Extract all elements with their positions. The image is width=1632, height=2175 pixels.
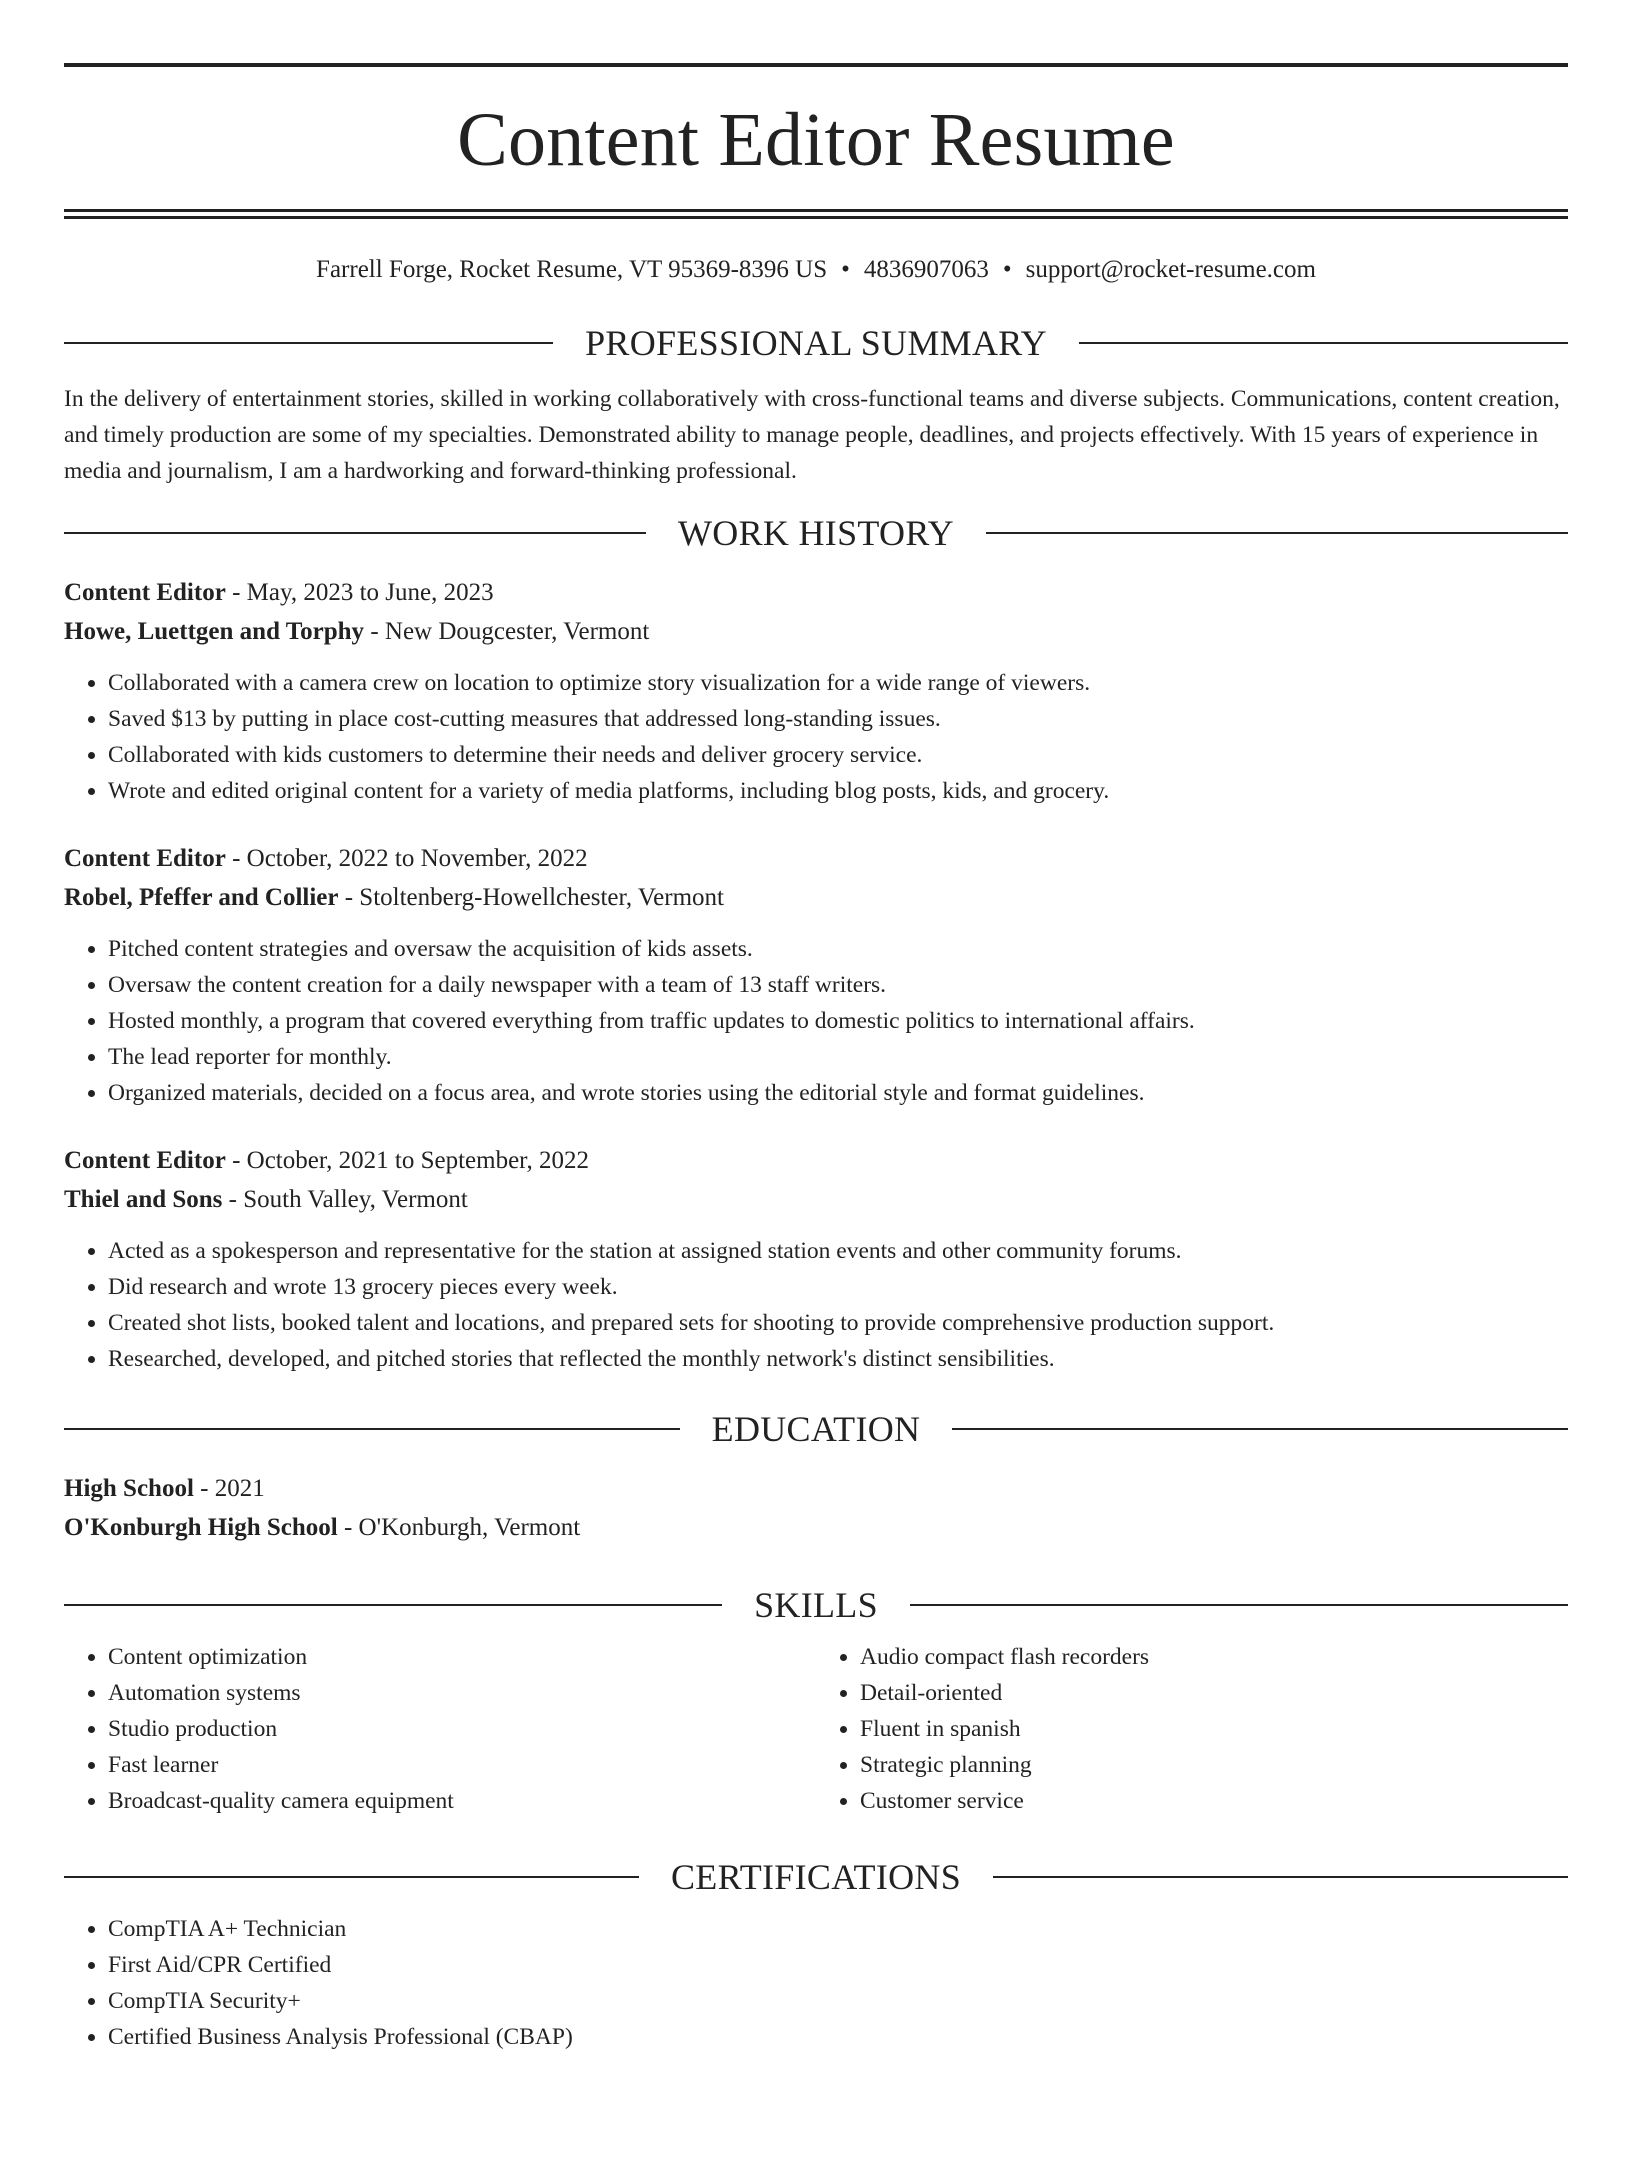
job-location: - South Valley, Vermont xyxy=(222,1186,468,1213)
skills-section-header xyxy=(64,1587,1568,1623)
list-item: • Oversaw the content creation for a daily newspaper with a team of 13 staff writers. xyxy=(108,967,1568,1003)
list-item: • Customer service xyxy=(860,1783,1568,1819)
list-item: • Fast learner xyxy=(108,1747,816,1783)
work-section-header xyxy=(64,515,1568,551)
job-bullets xyxy=(64,931,1568,1111)
job-dates: - October, 2022 to November, 2022 xyxy=(225,845,588,872)
list-item: • Hosted monthly, a program that covered everything from traffic updates to domestic politics to international affairs. xyxy=(108,1003,1568,1039)
list-item: • Strategic planning xyxy=(860,1747,1568,1783)
section-divider xyxy=(64,1876,639,1878)
list-item: • Collaborated with kids customers to determine their needs and deliver grocery service. xyxy=(108,737,1568,773)
job-entry xyxy=(64,573,1568,809)
list-item: • Created shot lists, booked talent and locations, and prepared sets for shooting to provide comprehensive production support. xyxy=(108,1305,1568,1341)
certifications-list xyxy=(64,1911,1568,2055)
education-school-line xyxy=(64,1508,1568,1547)
list-item: • Acted as a spokesperson and representative for the station at assigned station events and other community forums. xyxy=(108,1233,1568,1269)
list-item: • CompTIA Security+ xyxy=(108,1983,1568,2019)
job-company: Howe, Luettgen and Torphy xyxy=(64,618,365,645)
list-item: • Pitched content strategies and oversaw the acquisition of kids assets. xyxy=(108,931,1568,967)
contact-separator: • xyxy=(1002,256,1012,283)
skills-heading: SKILLS xyxy=(754,1585,878,1625)
education-degree-line xyxy=(64,1469,1568,1508)
section-divider xyxy=(64,1604,722,1606)
list-item: • Wrote and edited original content for a variety of media platforms, including blog posts, kids, and grocery. xyxy=(108,773,1568,809)
education-year: - 2021 xyxy=(193,1475,265,1502)
list-item: • The lead reporter for monthly. xyxy=(108,1039,1568,1075)
job-bullets xyxy=(64,1233,1568,1377)
job-title-line xyxy=(64,573,1568,612)
education-degree: High School xyxy=(64,1475,194,1502)
job-title: Content Editor xyxy=(64,1147,226,1174)
list-item: • CompTIA A+ Technician xyxy=(108,1911,1568,1947)
job-location: - New Dougcester, Vermont xyxy=(364,618,650,645)
contact-separator: • xyxy=(841,256,850,283)
contact-address: Farrell Forge, Rocket Resume, VT 95369-8396 US xyxy=(316,256,828,283)
certifications-heading: CERTIFICATIONS xyxy=(670,1857,962,1897)
certifications-section-header xyxy=(64,1859,1568,1895)
section-divider xyxy=(64,1428,680,1430)
list-item: • Did research and wrote 13 grocery pieces every week. xyxy=(108,1269,1568,1305)
education-location: - O'Konburgh, Vermont xyxy=(337,1514,581,1541)
section-divider xyxy=(952,1428,1568,1430)
job-company-line xyxy=(64,1180,1568,1219)
job-title: Content Editor xyxy=(64,579,226,606)
job-title: Content Editor xyxy=(64,845,226,872)
job-entry xyxy=(64,839,1568,1111)
job-dates: - May, 2023 to June, 2023 xyxy=(225,579,494,606)
education-heading: EDUCATION xyxy=(711,1409,921,1449)
job-company-line xyxy=(64,878,1568,917)
education-section-header xyxy=(64,1411,1568,1447)
skills-right-list xyxy=(816,1639,1568,1819)
page-title: Content Editor Resume xyxy=(457,98,1175,182)
education-entry xyxy=(64,1469,1568,1547)
section-divider xyxy=(64,342,553,344)
education-school: O'Konburgh High School xyxy=(64,1514,338,1541)
job-company-line xyxy=(64,612,1568,651)
job-title-line xyxy=(64,1141,1568,1180)
contact-phone: 4836907063 xyxy=(863,256,989,283)
job-dates: - October, 2021 to September, 2022 xyxy=(225,1147,590,1174)
list-item: • Organized materials, decided on a focus area, and wrote stories using the editorial style and format guidelines. xyxy=(108,1075,1568,1111)
list-item: • Audio compact flash recorders xyxy=(860,1639,1568,1675)
list-item: • Fluent in spanish xyxy=(860,1711,1568,1747)
list-item: • First Aid/CPR Certified xyxy=(108,1947,1568,1983)
contact-line xyxy=(64,255,1568,285)
summary-heading: PROFESSIONAL SUMMARY xyxy=(585,323,1047,363)
skills-left-list xyxy=(64,1639,816,1819)
list-item: • Studio production xyxy=(108,1711,816,1747)
skills-grid xyxy=(64,1639,1568,1819)
section-divider xyxy=(1079,342,1568,344)
section-divider xyxy=(910,1604,1568,1606)
list-item: • Content optimization xyxy=(108,1639,816,1675)
section-divider xyxy=(64,532,646,534)
summary-text: In the delivery of entertainment stories, skilled in working collaboratively with cross-functional teams and diverse subjects. Communications, content creation, and timely production are some of my specialties. Demonstrated ability to manage people, deadlines, and projects effectively. With 15 years of experience in media and journalism, I am a hardworking and forward-thinking professional. xyxy=(64,386,1560,484)
top-rule xyxy=(64,63,1568,67)
resume-page xyxy=(0,63,1632,2175)
job-entry xyxy=(64,1141,1568,1377)
job-location: - Stoltenberg-Howellchester, Vermont xyxy=(338,884,724,911)
section-divider xyxy=(986,532,1568,534)
list-item: • Researched, developed, and pitched stories that reflected the monthly network's distinct sensibilities. xyxy=(108,1341,1568,1377)
job-title-line xyxy=(64,839,1568,878)
section-divider xyxy=(993,1876,1568,1878)
work-heading: WORK HISTORY xyxy=(678,513,954,553)
job-company: Robel, Pfeffer and Collier xyxy=(64,884,339,911)
list-item: • Broadcast-quality camera equipment xyxy=(108,1783,816,1819)
list-item: • Collaborated with a camera crew on location to optimize story visualization for a wide range of viewers. xyxy=(108,665,1568,701)
list-item: • Saved $13 by putting in place cost-cutting measures that addressed long-standing issues. xyxy=(108,701,1568,737)
job-company: Thiel and Sons xyxy=(64,1186,223,1213)
list-item: • Detail-oriented xyxy=(860,1675,1568,1711)
list-item: • Certified Business Analysis Professional (CBAP) xyxy=(108,2019,1568,2055)
contact-email: support@rocket-resume.com xyxy=(1025,256,1316,283)
double-rule xyxy=(64,209,1568,219)
list-item: • Automation systems xyxy=(108,1675,816,1711)
summary-section-header xyxy=(64,325,1568,361)
job-bullets xyxy=(64,665,1568,809)
